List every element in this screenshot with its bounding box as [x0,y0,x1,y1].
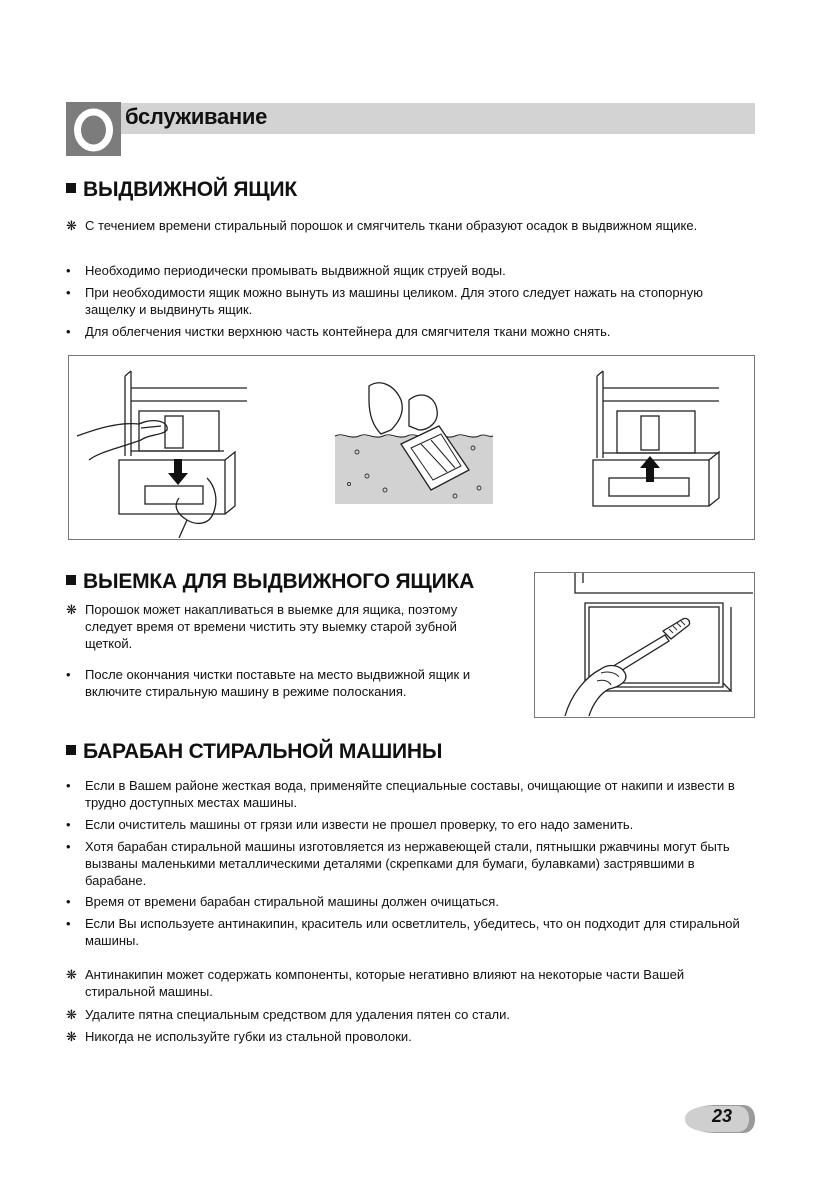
press-latch-illustration [77,371,247,538]
bullet-item: • Если в Вашем районе жесткая вода, применяйте специальные составы, очищающие от накипи и извести в трудно доступных местах машины. [66,778,735,810]
drawer-illustrations-art [69,356,753,538]
toothbrush-illustration-art [535,573,753,716]
heading-text: ВЫЕМКА ДЛЯ ВЫДВИЖНОГО ЯЩИКА [83,570,475,593]
page-number: 23 [711,1106,733,1126]
bullet-item: • Если Вы используете антинакипин, краситель или осветлитель, убедитесь, что он подходит для стиральной машины. [66,916,740,948]
bullet-item: • После окончания чистки поставьте на место выдвижной ящик и включите стиральную машину в режиме полоскания. [66,667,471,699]
insert-drawer-illustration [593,371,719,506]
bullet-item: • При необходимости ящик можно вынуть из машины целиком. Для этого следует нажать на стопорную защелку и выдвинуть ящик. [66,285,703,317]
section-heading-drum [66,740,442,764]
bullet-item: • Время от времени барабан стиральной машины должен очищаться. [66,894,499,909]
header-letter-o [66,102,121,156]
note-item: ❋ Порошок может накапливаться в выемке для ящика, поэтому следует время от времени чистить эту выемку старой зубной щеткой. [66,602,458,651]
bullet-item: • Если очиститель машины от грязи или извести не прошел проверку, то его надо заменить. [66,817,634,832]
heading-square-icon [66,183,76,193]
asterisk-icon: ❋ [66,602,77,617]
bullet-item: • Необходимо периодически промывать выдвижной ящик струей воды. [66,263,506,278]
asterisk-icon: ❋ [66,1029,77,1044]
heading-square-icon [66,575,76,585]
bullet-icon: • [66,285,71,300]
note-item: ❋ Антинакипин может содержать компоненты, которые негативно влияют на некоторые части Вашей стиральной машины. [66,967,685,999]
drawer-illustrations [68,355,755,540]
section-heading-drawer [66,178,297,202]
bullet-icon: • [66,916,71,931]
bullet-icon: • [66,817,71,832]
page-title: бслуживание [125,104,268,129]
bullet-icon: • [66,778,71,793]
note-item: ❋ Удалите пятна специальным средством для удаления пятен со стали. [66,1007,511,1022]
header-letter-block [66,102,121,156]
asterisk-icon: ❋ [66,967,77,982]
asterisk-icon: ❋ [66,1007,77,1022]
bullet-item: • Хотя барабан стиральной машины изготовляется из нержавеющей стали, пятнышки ржавчины могут быть вызваны маленькими металлическими деталями (скрепками для бумаги, булавками) застрявшими в барабане. [66,839,730,888]
section-heading-recess [66,570,474,594]
rinse-drawer-illustration [335,383,493,504]
bullet-icon: • [66,667,71,682]
bullet-icon: • [66,894,71,909]
note-item: ❋ Никогда не используйте губки из стальной проволоки. [66,1029,412,1044]
asterisk-icon: ❋ [66,218,77,233]
heading-text: ВЫДВИЖНОЙ ЯЩИК [83,178,297,201]
header-bar [121,103,755,134]
bullet-icon: • [66,839,71,854]
bullet-icon: • [66,324,71,339]
bullet-item: • Для облегчения чистки верхнюю часть контейнера для смягчителя ткани можно снять. [66,324,611,339]
heading-text: БАРАБАН СТИРАЛЬНОЙ МАШИНЫ [83,740,443,763]
note-item: ❋ С течением времени стиральный порошок и смягчитель ткани образуют осадок в выдвижном ящике. [66,218,698,233]
bullet-icon: • [66,263,71,278]
heading-square-icon [66,745,76,755]
toothbrush-illustration [534,572,755,718]
